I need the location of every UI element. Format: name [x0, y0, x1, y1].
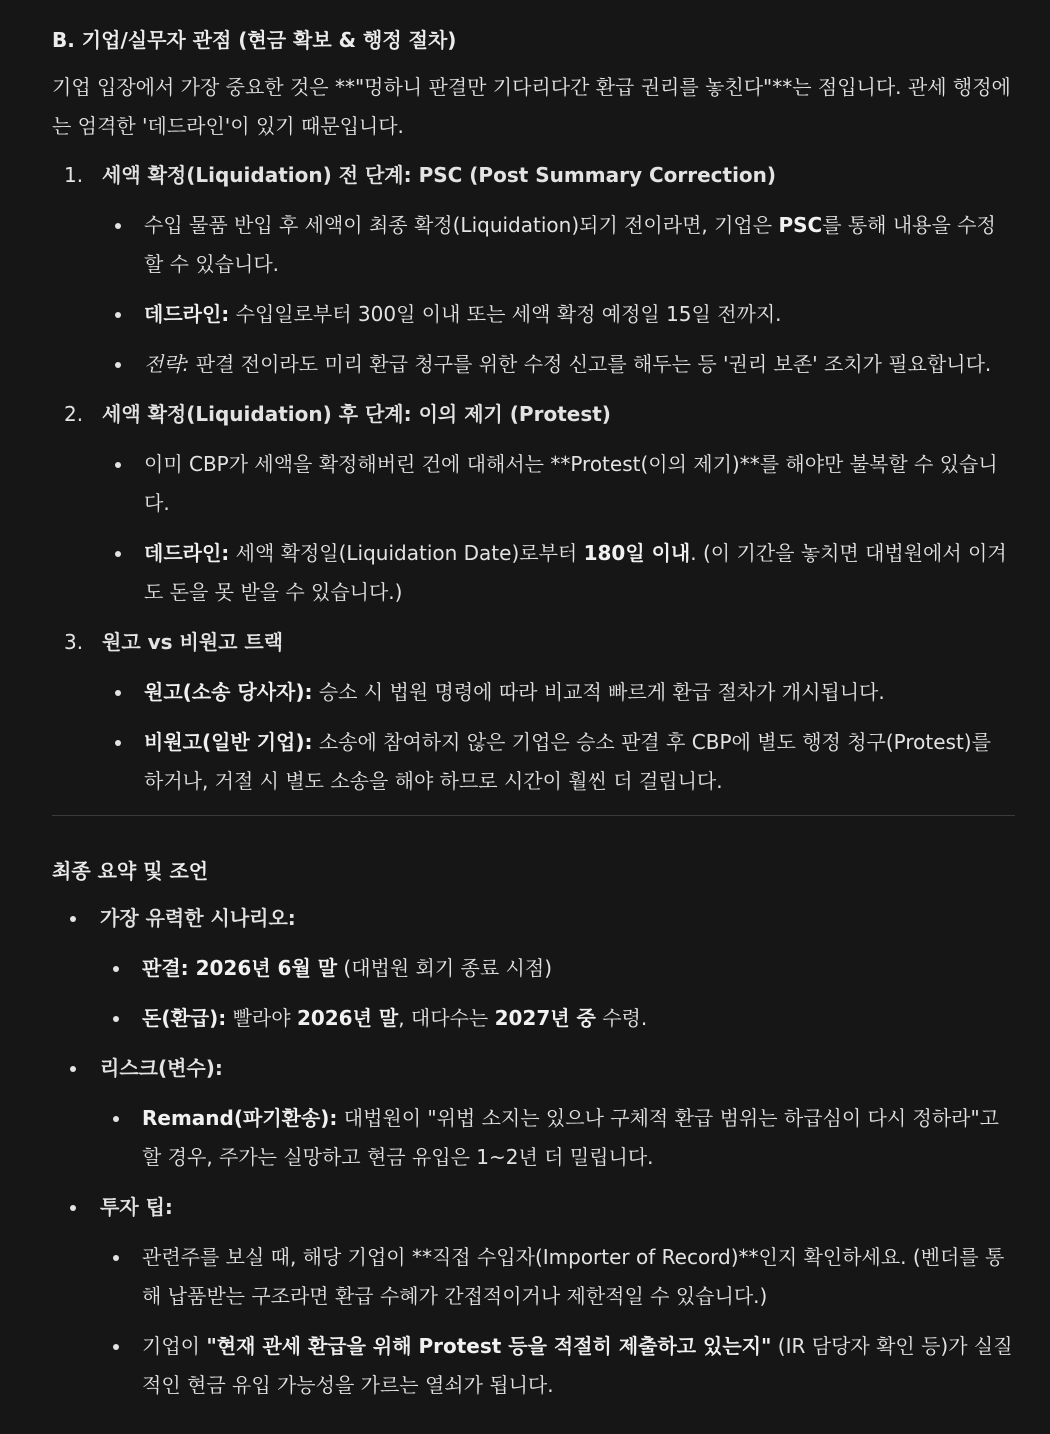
- bold-text: 돈(환급):: [142, 1006, 227, 1030]
- text: 소송에 참여하지 않은 기업은 승소 판결 후 CBP에 별도 행정 청구(Protest)를 하거나, 거절 시 별도 소송을 해야 하므로 시간이 훨씬 더 걸립니다.: [144, 730, 991, 793]
- list-item: [100, 1238, 1015, 1316]
- text: . (이 기간을 놓치면 대법원에서 이겨도 돈을 못 받을 수 있습니다.): [144, 541, 1007, 604]
- text: 수령.: [595, 1006, 648, 1030]
- list-item: [100, 999, 1015, 1038]
- step-title: 원고 vs 비원고 트랙: [102, 630, 284, 654]
- text: 를 통해 내용을 수정할 수 있습니다.: [144, 213, 996, 276]
- procedure-step-3: [52, 623, 1015, 801]
- bold-text: 판결: 2026년 6월 말: [142, 956, 338, 980]
- list-item: [102, 295, 1015, 334]
- text: 수입일로부터 300일 이내 또는 세액 확정 예정일 15일 전까지.: [229, 302, 782, 326]
- bold-text: 180일 이내: [583, 541, 691, 565]
- tip-title: 투자 팁:: [100, 1195, 173, 1219]
- step-title: 세액 확정(Liquidation) 후 단계: 이의 제기 (Protest): [102, 402, 611, 426]
- list-item: [102, 673, 1015, 712]
- list-item: [100, 949, 1015, 988]
- list-item: [100, 1099, 1015, 1177]
- text: 이미 CBP가 세액을 확정해버린 건에 대해서는 **Protest(이의 제기)**를 해야만 불복할 수 있습니다.: [144, 452, 998, 515]
- text: 수입 물품 반입 후 세액이 최종 확정(Liquidation)되기 전이라면, 기업은: [144, 213, 779, 237]
- text: 관련주를 보실 때, 해당 기업이 **직접 수입자(Importer of Record)**인지 확인하세요. (벤더를 통해 납품받는 구조라면 환급 수혜가 간접적이거나 제한적일 수 있습니다.): [142, 1245, 1005, 1308]
- summary-risk: [52, 1049, 1015, 1177]
- summary-list: [52, 899, 1015, 1405]
- bold-text: 비원고(일반 기업):: [144, 730, 313, 754]
- summary-tip: [52, 1188, 1015, 1405]
- bold-text: 데드라인:: [144, 302, 230, 326]
- procedure-list: [52, 156, 1015, 801]
- text: 대법원이 "위법 소지는 있으나 구체적 환급 범위는 하급심이 다시 정하라"고 할 경우, 주가는 실망하고 현금 유입은 1~2년 더 밀립니다.: [142, 1106, 999, 1169]
- risk-title: 리스크(변수):: [100, 1056, 223, 1080]
- section-b-heading: B. 기업/실무자 관점 (현금 확보 & 행정 절차): [52, 28, 457, 52]
- list-item: [102, 445, 1015, 523]
- step-number: 1.: [64, 163, 84, 187]
- procedure-step-2: [52, 395, 1015, 612]
- section-b-intro: 기업 입장에서 가장 중요한 것은 **"멍하니 판결만 기다리다간 환급 권리를 놓친다"**는 점입니다. 관세 행정에는 엄격한 '데드라인'이 있기 때문입니다.: [52, 75, 1011, 138]
- text: 승소 시 법원 명령에 따라 비교적 빠르게 환급 절차가 개시됩니다.: [312, 680, 885, 704]
- bold-text: "현재 관세 환급을 위해 Protest 등을 적절히 제출하고 있는지": [206, 1334, 772, 1358]
- bold-text: 원고(소송 당사자):: [144, 680, 313, 704]
- summary-heading: 최종 요약 및 조언: [52, 859, 209, 883]
- italic-text: 전략:: [144, 352, 190, 376]
- list-item: [102, 723, 1015, 801]
- bold-text: 2026년 말: [296, 1006, 399, 1030]
- step-number: 2.: [64, 402, 84, 426]
- text: (IR 담당자 확인 등)가 실질적인 현금 유입 가능성을 가르는 열쇠가 됩니다.: [142, 1334, 1013, 1397]
- step-title: 세액 확정(Liquidation) 전 단계: PSC (Post Summary Correction): [102, 163, 777, 187]
- list-item: [100, 1327, 1015, 1405]
- list-item: [102, 345, 1015, 384]
- text: 빨라야: [226, 1006, 297, 1030]
- scenario-title: 가장 유력한 시나리오:: [100, 906, 296, 930]
- summary-scenario: [52, 899, 1015, 1038]
- list-item: [102, 206, 1015, 284]
- list-item: [102, 534, 1015, 612]
- text: 세액 확정일(Liquidation Date)로부터: [229, 541, 584, 565]
- bold-text: PSC: [778, 213, 823, 237]
- divider: [52, 815, 1015, 816]
- procedure-step-1: [52, 156, 1015, 384]
- bold-text: Remand(파기환송):: [142, 1106, 338, 1130]
- step-number: 3.: [64, 630, 84, 654]
- bold-text: 2027년 중: [494, 1006, 596, 1030]
- text: , 대다수는: [398, 1006, 495, 1030]
- text: 기업이: [142, 1334, 207, 1358]
- text: (대법원 회기 종료 시점): [337, 956, 552, 980]
- text: 판결 전이라도 미리 환급 청구를 위한 수정 신고를 해두는 등 '권리 보존' 조치가 필요합니다.: [189, 352, 992, 376]
- bold-text: 데드라인:: [144, 541, 230, 565]
